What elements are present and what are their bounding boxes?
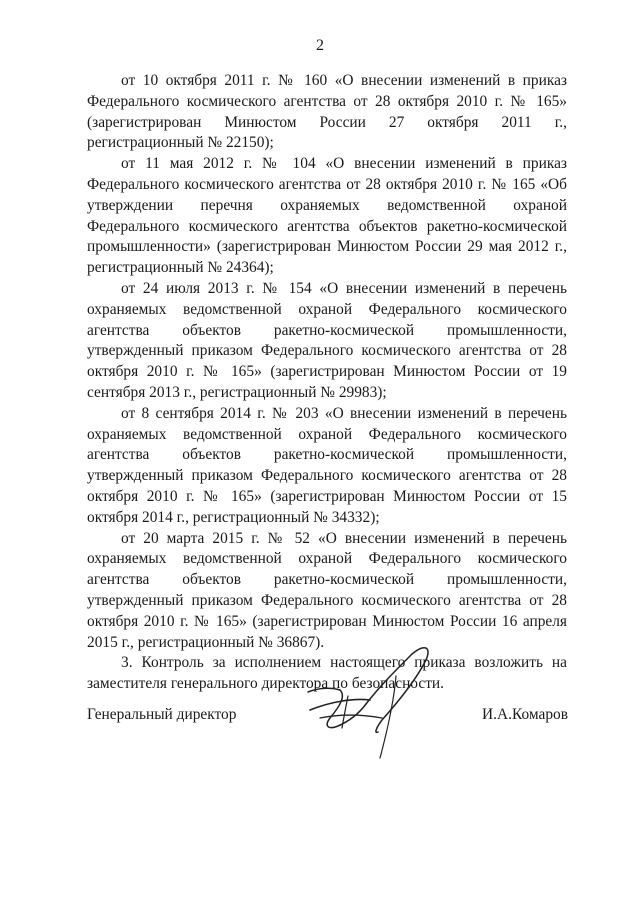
page-number: 2 [316, 37, 324, 54]
document-body [87, 71, 567, 695]
paragraph-control-clause: 3. Контроль за исполнением настоящего приказа возложить на заместителя генерального директора по безопасности. [87, 654, 567, 693]
paragraph-order-160: от 10 октября 2011 г. № 160 «О внесении изменений в приказ Федерального космического агентства от 28 октября 2010 г. № 165» (зарегистрирован Минюстом России 27 октября 2011 г., регистрационный № 22150); [87, 72, 567, 152]
paragraph-order-52: от 20 марта 2015 г. № 52 «О внесении изменений в перечень охраняемых ведомственной охраной Федерального космического агентства объектов ракетно-космической промышленности, утвержденный приказом Федерального космического агентства от 28 октября 2010 г. № 165» (зарегистрирован Минюстом России 16 апреля 2015 г., регистрационный № 36867). [87, 529, 567, 651]
paragraph-order-104: от 11 мая 2012 г. № 104 «О внесении изменений в приказ Федерального космического агентства от 28 октября 2010 г. № 165 «Об утверждении перечня охраняемых ведомственной охраной Федерального космического агентства объектов ракетно-космической промышленности» (зарегистрирован Минюстом России 29 мая 2012 г., регистрационный № 24364); [87, 155, 567, 277]
signatory-name: И.А.Комаров [482, 706, 568, 723]
paragraph-order-154: от 24 июля 2013 г. № 154 «О внесении изменений в перечень охраняемых ведомственной охраной Федерального космического агентства объектов ракетно-космической промышленности, утвержденный приказом Федерального космического агентства от 28 октября 2010 г. № 165» (зарегистрирован Минюстом России от 19 сентября 2013 г., регистрационный № 29983); [87, 279, 567, 401]
signatory-position: Генеральный директор [87, 706, 237, 723]
handwritten-signature-icon [300, 640, 450, 765]
paragraph-order-203: от 8 сентября 2014 г. № 203 «О внесении изменений в перечень охраняемых ведомственной охраной Федерального космического агентства объектов ракетно-космической промышленности, утвержденный приказом Федерального космического агентства от 28 октября 2010 г. № 165» (зарегистрирован Минюстом России от 15 октября 2014 г., регистрационный № 34332); [87, 404, 567, 526]
